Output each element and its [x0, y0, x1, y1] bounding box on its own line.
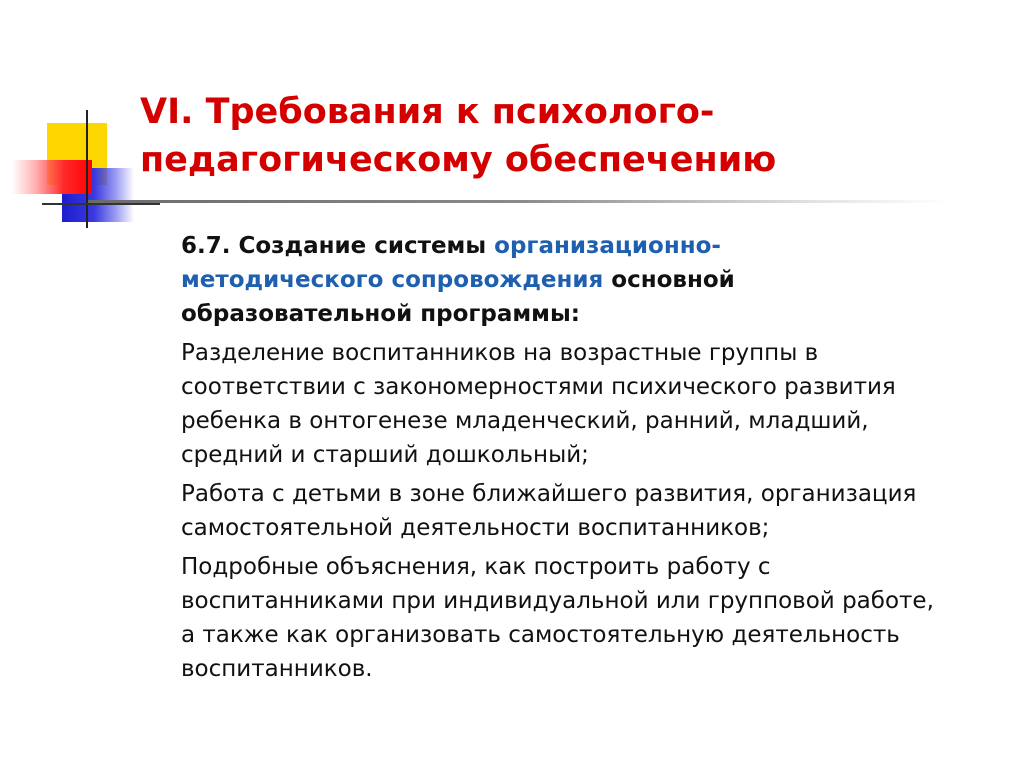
slide-title: [140, 88, 980, 184]
section-heading-line-1: [181, 229, 1001, 263]
section-heading-highlight-2: методического сопровождения: [181, 267, 604, 293]
paragraph-line: ребенка в онтогенезе младенческий, ранний, младший,: [181, 408, 869, 434]
paragraph-line: соответствии с закономерностями психического развития: [181, 374, 896, 400]
paragraph-line: самостоятельной деятельности воспитанников;: [181, 515, 770, 541]
paragraph-line: средний и старший дошкольный;: [181, 442, 589, 468]
section-heading-line-2: [181, 263, 1001, 297]
slide-body: [181, 229, 1001, 691]
slide-title-line-2: педагогическому обеспечению: [140, 140, 777, 180]
decorative-horizontal-line: [42, 203, 160, 205]
paragraph-explanations: [181, 550, 1001, 686]
title-underline-rule: [88, 200, 948, 203]
paragraph-line: Разделение воспитанников на возрастные группы в: [181, 340, 819, 366]
paragraph-line: Подробные объяснения, как построить работу с: [181, 554, 771, 580]
paragraph-line: воспитанниками при индивидуальной или групповой работе,: [181, 588, 934, 614]
slide-title-line-1: VI. Требования к психолого-: [140, 92, 715, 132]
section-heading-line-3: образовательной программы:: [181, 301, 580, 327]
section-heading-highlight-1: организационно-: [494, 233, 721, 259]
decorative-red-bar: [12, 160, 92, 194]
decorative-vertical-line: [86, 110, 88, 228]
paragraph-age-groups: [181, 336, 1001, 472]
section-heading-prefix: 6.7. Создание системы: [181, 233, 495, 259]
section-heading-suffix-1: основной: [603, 267, 735, 293]
paragraph-line: а также как организовать самостоятельную деятельность: [181, 622, 900, 648]
paragraph-line: воспитанников.: [181, 656, 373, 682]
paragraph-proximal-development: [181, 477, 1001, 545]
section-heading: [181, 229, 1001, 331]
paragraph-line: Работа с детьми в зоне ближайшего развития, организация: [181, 481, 917, 507]
